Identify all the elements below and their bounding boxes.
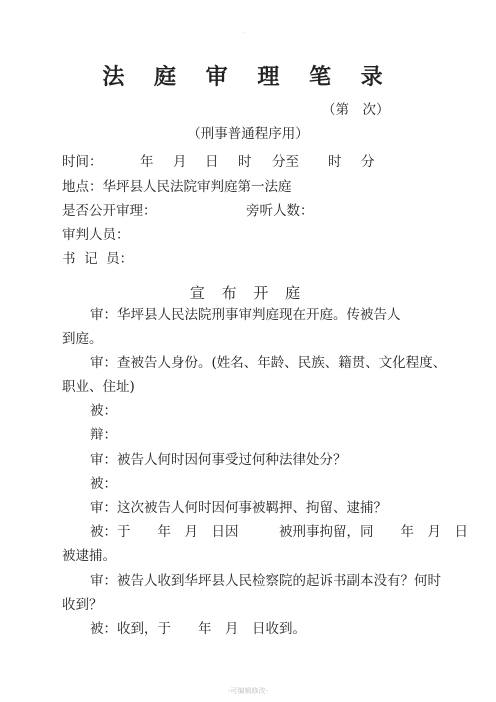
- clerk-label: 书 记 员：: [62, 251, 134, 267]
- dialogue-line: 辩：: [90, 427, 117, 443]
- page-footer: -可编辑修改-: [228, 687, 268, 695]
- session-number: （第 次）: [322, 102, 390, 118]
- time-unit-hour: 时: [238, 154, 252, 170]
- dialogue-line: 职业、住址): [62, 379, 135, 395]
- time-unit-month: 月: [173, 154, 187, 170]
- dialogue-line: 审：查被告人身份。(姓名、年龄、民族、籍贯、文化程度、: [90, 355, 447, 371]
- section-title: 宣 布 开 庭: [189, 284, 307, 302]
- dialogue-line: 收到？: [62, 597, 103, 613]
- page-title: 法 庭 审 理 笔 录: [102, 64, 394, 90]
- dialogue-line: 被：: [90, 403, 117, 419]
- place-line: 地点：华坪县人民法院审判庭第一法庭: [62, 179, 292, 195]
- dialogue-line: 到庭。: [62, 331, 103, 347]
- dialogue-line: 审：被告人何时因何事受过何种法律处分？: [90, 452, 347, 468]
- audience-count-label: 旁听人数：: [246, 203, 314, 219]
- dialogue-line: 审：这次被告人何时因何事被羁押、拘留、逮捕？: [90, 500, 387, 516]
- time-unit-hour-end: 时: [328, 154, 342, 170]
- dialogue-line: 被：: [90, 476, 117, 492]
- public-hearing-label: 是否公开审理：: [62, 203, 157, 219]
- top-mark: ·: [244, 30, 246, 37]
- time-unit-year: 年: [140, 154, 154, 170]
- dialogue-line: 被：于 年 月 日因 被刑事拘留，同 年 月 日: [90, 524, 468, 540]
- time-unit-day: 日: [205, 154, 219, 170]
- dialogue-line: 被：收到，于 年 月 日收到。: [90, 621, 306, 637]
- dialogue-line: 审：华坪县人民法院刑事审判庭现在开庭。传被告人: [90, 307, 401, 323]
- procedure-subtitle: （刑事普通程序用）: [187, 126, 309, 142]
- dialogue-line: 被逮捕。: [62, 548, 116, 564]
- time-unit-minute-end: 分: [361, 154, 375, 170]
- time-label: 时间：: [62, 154, 103, 170]
- dialogue-line: 审：被告人收到华坪县人民检察院的起诉书副本没有？何时: [90, 573, 441, 589]
- judges-label: 审判人员：: [62, 227, 130, 243]
- time-unit-minute-to: 分至: [272, 154, 299, 170]
